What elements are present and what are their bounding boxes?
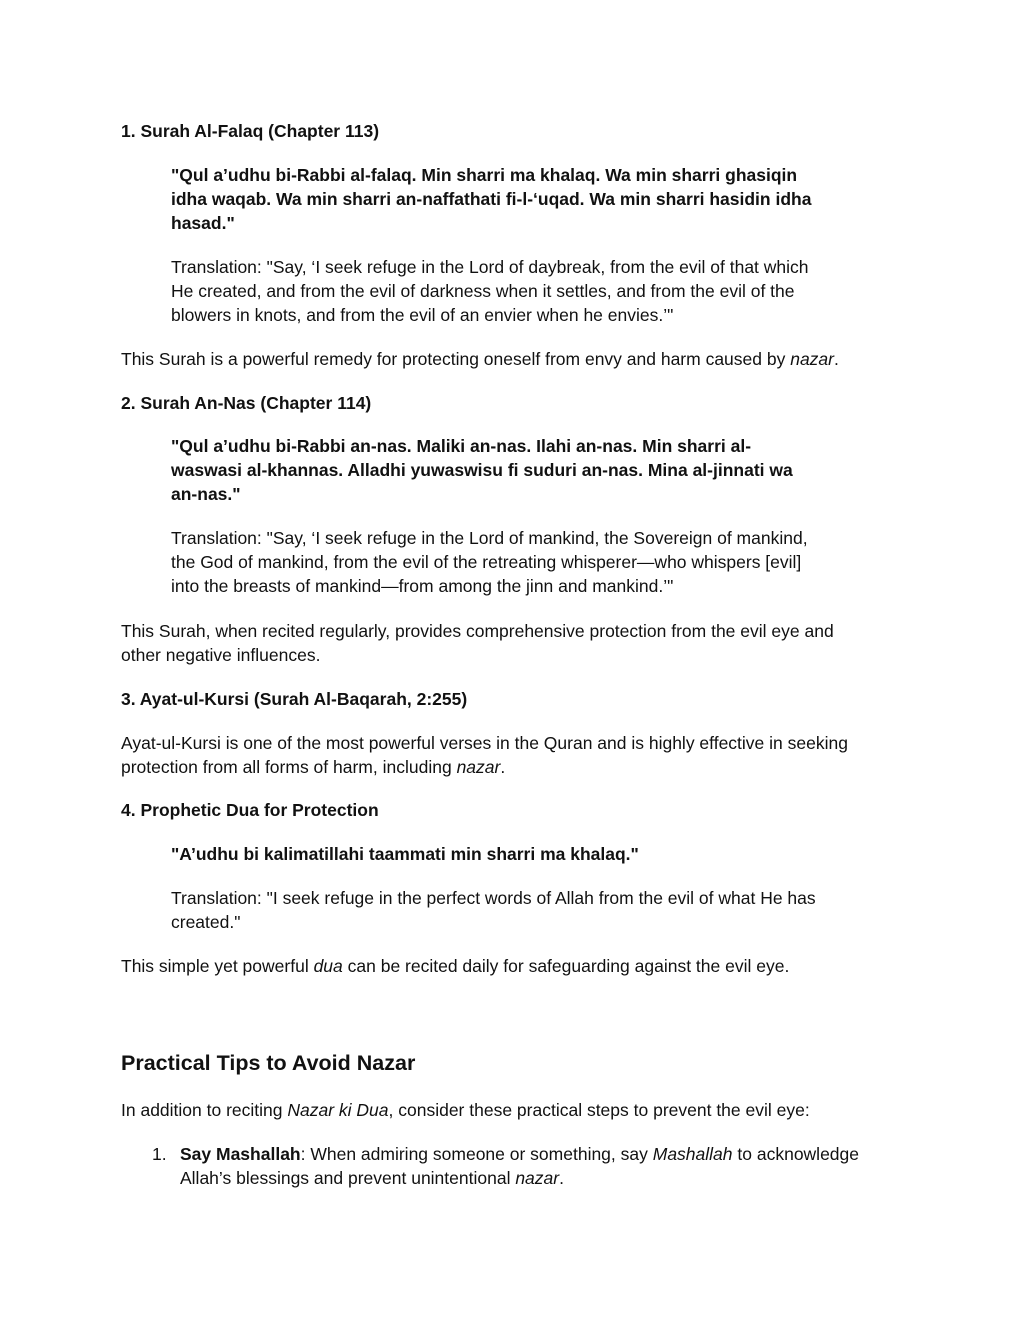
- verse-line: waswasi al-khannas. Alladhi yuwaswisu fi suduri an-nas. Mina al-jinnati wa: [171, 460, 793, 480]
- list-item-text: .: [559, 1168, 564, 1188]
- list-item-text: : When admiring someone or something, say: [300, 1144, 653, 1164]
- list-item-bold-label: Say Mashallah: [180, 1144, 301, 1164]
- translation-line: Translation: "Say, ‘I seek refuge in the Lord of mankind, the Sovereign of mankind,: [171, 528, 808, 548]
- translation-line: Translation: "I seek refuge in the perfect words of Allah from the evil of what He has: [171, 888, 816, 908]
- note-text: protection from all forms of harm, including: [121, 757, 457, 777]
- translation-line: the God of mankind, from the evil of the retreating whisperer—who whispers [evil]: [171, 552, 802, 572]
- section-heading-surah-al-falaq: 1. Surah Al-Falaq (Chapter 113): [121, 121, 380, 141]
- translation-line: created.": [171, 912, 241, 932]
- translation-line: blowers in knots, and from the evil of an envier when he envies.’": [171, 305, 674, 325]
- list-item-text: to acknowledge: [732, 1144, 860, 1164]
- note-line: Ayat-ul-Kursi is one of the most powerful verses in the Quran and is highly effective in seeking: [121, 733, 848, 753]
- verse-line: hasad.": [171, 213, 235, 233]
- verse-line: "Qul a’udhu bi-Rabbi an-nas. Maliki an-nas. Ilahi an-nas. Min sharri al-: [171, 436, 752, 456]
- note-an-nas: [121, 619, 911, 667]
- translation-prophetic-dua: [171, 886, 861, 934]
- translation-line: Translation: "Say, ‘I seek refuge in the Lord of daybreak, from the evil of that which: [171, 257, 809, 277]
- translation-an-nas: [171, 526, 861, 598]
- section-heading-surah-an-nas: 2. Surah An-Nas (Chapter 114): [121, 393, 372, 413]
- note-text: This simple yet powerful: [121, 956, 314, 976]
- intro-text: In addition to reciting: [121, 1100, 288, 1120]
- translation-line: into the breasts of mankind—from among the jinn and mankind.’": [171, 576, 674, 596]
- note-emphasis: nazar: [456, 757, 501, 777]
- tips-intro: [121, 1098, 911, 1122]
- translation-al-falaq: [171, 255, 861, 327]
- note-text: can be recited daily for safeguarding against the evil eye.: [342, 956, 790, 976]
- note-line: This Surah, when recited regularly, provides comprehensive protection from the evil eye and: [121, 621, 834, 641]
- verse-an-nas: [171, 434, 861, 506]
- list-number: 1.: [152, 1144, 167, 1164]
- verse-al-falaq: [171, 163, 861, 235]
- note-emphasis: dua: [313, 956, 343, 976]
- verse-prophetic-dua: "A’udhu bi kalimatillahi taammati min sharri ma khalaq.": [171, 844, 639, 864]
- note-text: .: [834, 349, 839, 369]
- verse-line: an-nas.": [171, 484, 241, 504]
- verse-line: idha waqab. Wa min sharri an-naffathati fi-l-‘uqad. Wa min sharri hasidin idha: [171, 189, 812, 209]
- translation-line: He created, and from the evil of darkness when it settles, and from the evil of the: [171, 281, 795, 301]
- note-text: This Surah is a powerful remedy for protecting oneself from envy and harm caused by: [121, 349, 791, 369]
- section-title-practical-tips: Practical Tips to Avoid Nazar: [121, 1051, 416, 1075]
- verse-line: "Qul a’udhu bi-Rabbi al-falaq. Min sharri ma khalaq. Wa min sharri ghasiqin: [171, 165, 798, 185]
- note-ayat-ul-kursi: [121, 731, 911, 779]
- section-heading-ayat-ul-kursi: 3. Ayat-ul-Kursi (Surah Al-Baqarah, 2:255): [121, 689, 468, 709]
- intro-text: , consider these practical steps to prevent the evil eye:: [388, 1100, 810, 1120]
- list-item-body: [180, 1142, 911, 1190]
- list-item: [121, 1142, 911, 1190]
- note-emphasis: nazar: [790, 349, 834, 369]
- note-prophetic-dua: [121, 954, 911, 978]
- list-item-text: Allah’s blessings and prevent unintentional: [180, 1168, 516, 1188]
- note-al-falaq: [121, 347, 911, 371]
- list-item-emphasis: Mashallah: [652, 1144, 733, 1164]
- intro-emphasis: Nazar ki Dua: [287, 1100, 389, 1120]
- note-text: .: [500, 757, 506, 777]
- note-line: other negative influences.: [121, 645, 321, 665]
- section-heading-prophetic-dua: 4. Prophetic Dua for Protection: [121, 800, 379, 820]
- list-item-emphasis: nazar: [515, 1168, 560, 1188]
